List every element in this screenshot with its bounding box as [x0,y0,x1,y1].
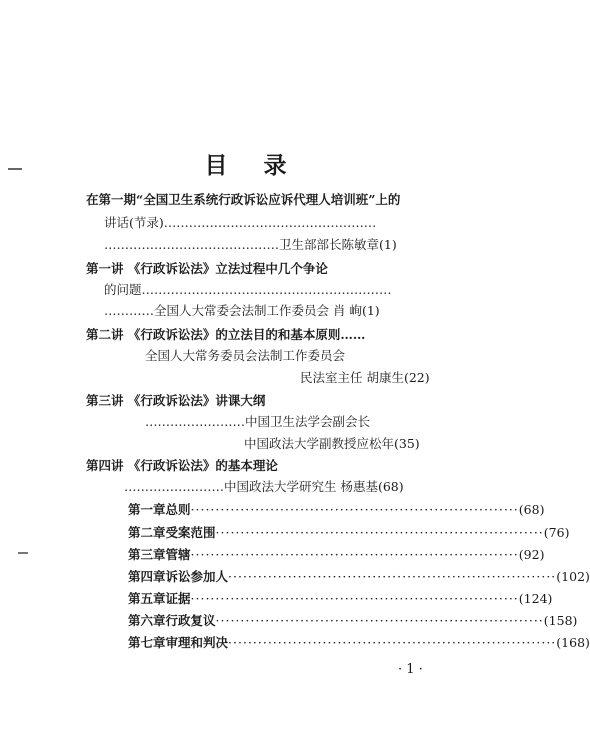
page-number: · 1 · [398,662,423,677]
chapter-row [128,501,545,519]
chapter-title: 受案范围 [165,525,216,540]
toc-entry-line: 的问题…………………………………………………… [104,282,392,297]
chapter-row [128,524,570,542]
chapter-title: 管辖 [165,547,191,562]
leader-dots: ·································································· [228,635,557,650]
toc-entry-line: 第三讲 《行政诉讼法》讲课大纲 [86,393,266,408]
leader-dots: ·································································· [190,547,519,562]
toc-entry-line: 民法室主任 胡康生(22) [300,370,430,385]
toc-entry-line: 第一讲 《行政诉讼法》立法过程中几个争论 [86,261,328,276]
chapter-row [128,612,578,630]
chapter-page: (92) [518,547,545,562]
chapter-label: 第七章 [128,635,166,650]
chapter-label: 第三章 [128,547,166,562]
leader-dots: ·································································· [215,525,544,540]
toc-entry-line: ……………………中国卫生法学会副会长 [145,414,371,429]
chapter-page: (102) [556,569,590,584]
chapter-label: 第四章 [128,569,166,584]
chapter-label: 第五章 [128,591,166,606]
leader-dots: ·································································· [228,569,557,584]
chapter-title: 行政复议 [165,613,216,628]
chapter-page: (158) [543,613,578,628]
toc-entry-line: 全国人大常务委员会法制工作委员会 [145,348,346,363]
chapter-title: 证据 [165,591,191,606]
chapter-title: 诉讼参加人 [165,569,229,584]
toc-entry-line: 讲话(节录)…………………………………………… [104,215,377,230]
toc-entry-line: ……………………中国政法大学研究生 杨惠基(68) [124,479,404,494]
toc-entry-line: 在第一期“全国卫生系统行政诉讼应诉代理人培训班”上的 [86,192,401,207]
chapter-label: 第六章 [128,613,166,628]
chapter-page: (76) [543,525,570,540]
leader-dots: ·································································· [190,502,519,517]
chapter-row [128,590,553,608]
chapter-page: (124) [518,591,553,606]
toc-entry-line: 第二讲 《行政诉讼法》的立法目的和基本原则…… [86,327,366,342]
chapter-page: (68) [518,502,545,517]
scan-speck [18,552,28,554]
chapter-title: 总则 [165,502,191,517]
chapter-row [128,568,590,586]
chapter-label: 第二章 [128,525,166,540]
chapter-label: 第一章 [128,502,166,517]
chapter-title: 审理和判决 [165,635,229,650]
toc-entry-line: 第四讲 《行政诉讼法》的基本理论 [86,458,278,473]
leader-dots: ·································································· [190,591,519,606]
chapter-row [128,546,545,564]
page-title: 目 录 [204,153,301,179]
toc-entry-line: …………全国人大常委会法制工作委员会 肖 峋(1) [104,303,380,318]
chapter-page: (168) [556,635,590,650]
chapter-row [128,634,590,652]
toc-entry-line: 中国政法大学副教授应松年(35) [244,436,420,451]
leader-dots: ·································································· [215,613,544,628]
toc-entry-line: ……………………………………卫生部部长陈敏章(1) [104,237,397,252]
